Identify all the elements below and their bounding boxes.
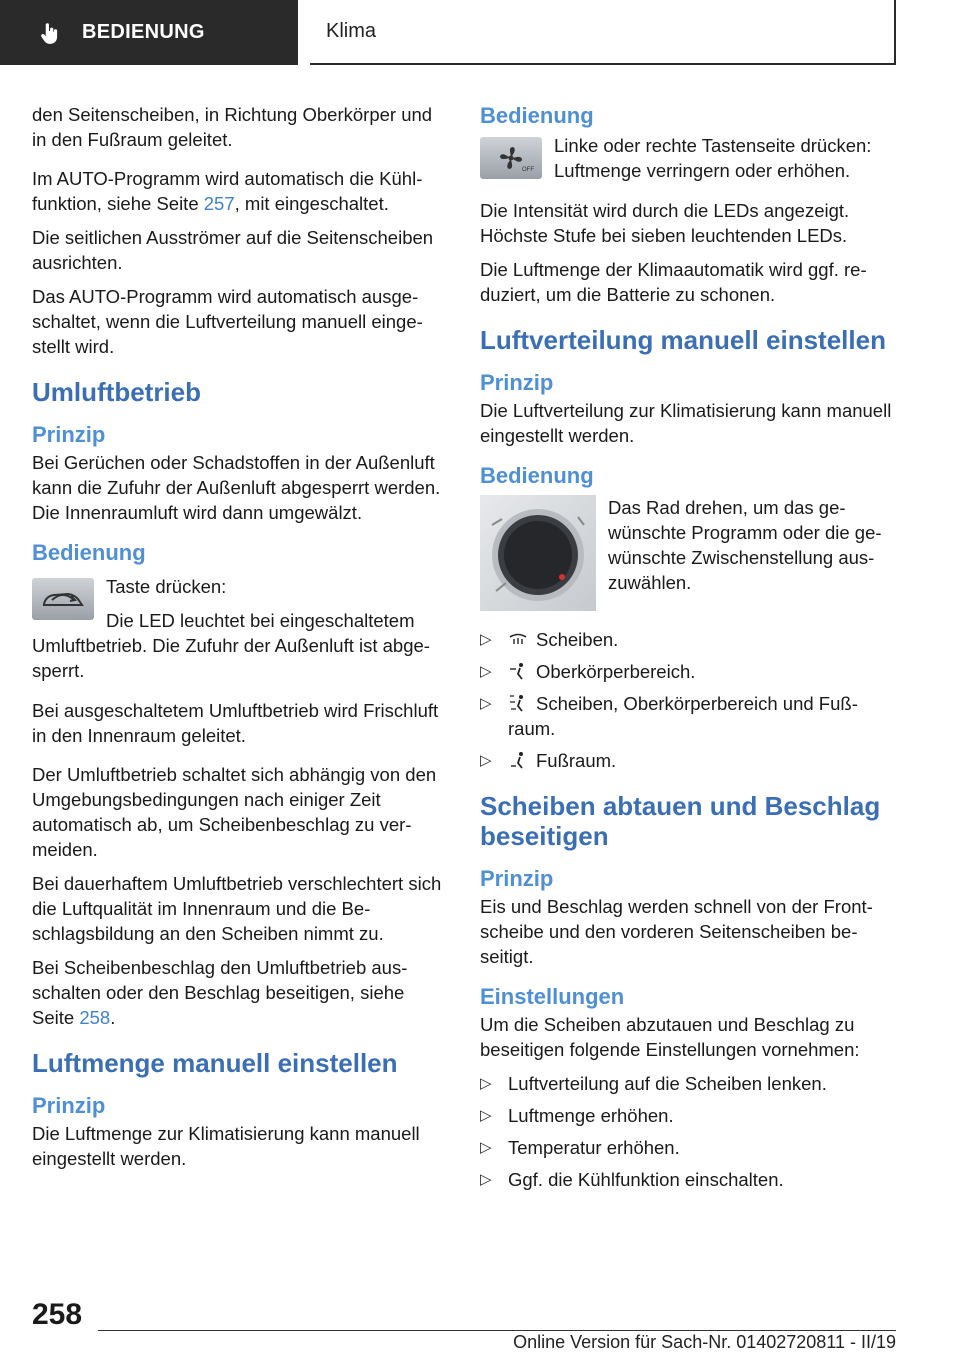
recirculation-button-image: [32, 578, 94, 620]
paragraph: Linke oder rechte Tastenseite drücken: Luftmenge verringern oder erhöhen.: [554, 135, 872, 181]
page-link-257[interactable]: 257: [203, 193, 235, 214]
hand-pointer-icon: [36, 20, 62, 46]
paragraph: Die Intensität wird durch die LEDs angezeigt. Höchste Stufe bei sieben leuchtenden LEDs.: [480, 200, 850, 246]
list-item: ▷ Luftmenge erhöhen.: [480, 1105, 674, 1126]
triangle-bullet-icon: ▷: [480, 1139, 492, 1156]
list-item: ▷ Oberkörperbereich.: [480, 661, 696, 682]
subheading-bedienung: Bedienung: [480, 463, 594, 488]
subheading-prinzip: Prinzip: [32, 1093, 106, 1118]
heading-luftmenge: Luftmenge manuell einstellen: [32, 1048, 398, 1078]
paragraph: Das AUTO-Programm wird automatisch ausgeschaltet, wenn die Luftverteilung manuell eingestellt wird.: [32, 286, 423, 357]
paragraph: Die Luftmenge der Klimaautomatik wird ggf. reduziert, um die Batterie zu schonen.: [480, 259, 867, 305]
section-header: [310, 0, 896, 65]
fan-icon: [486, 143, 536, 173]
page-number: 258: [32, 1298, 83, 1331]
rotary-knob-icon: [480, 495, 596, 611]
recirculation-icon: [38, 584, 88, 614]
chapter-label: BEDIENUNG: [82, 21, 205, 43]
paragraph: Taste drücken:: [106, 576, 227, 597]
heading-luftverteilung: Luftverteilung manuell einstellen: [480, 325, 886, 355]
paragraph: Bei Scheibenbeschlag den Umluftbetrieb ausschalten oder den Beschlag beseitigen, siehe Seite 258.: [32, 957, 408, 1028]
windshield-icon: [508, 629, 528, 649]
list-item: ▷ Ggf. die Kühlfunktion einschalten.: [480, 1169, 784, 1190]
triangle-bullet-icon: ▷: [480, 1107, 492, 1124]
footwell-air-icon: [508, 750, 528, 770]
paragraph: Das Rad drehen, um das gewünschte Programm oder die gewünschte Zwischenstellung auszuwählen.: [608, 497, 882, 593]
subheading-prinzip: Prinzip: [480, 866, 554, 891]
air-distribution-list: [480, 627, 896, 773]
paragraph: den Seitenscheiben, in Richtung Oberkörper und in den Fußraum geleitet.: [32, 104, 433, 150]
subheading-prinzip: Prinzip: [480, 370, 554, 395]
page-link-258[interactable]: 258: [79, 1007, 111, 1028]
triangle-bullet-icon: ▷: [480, 631, 492, 648]
right-column: [480, 102, 896, 1202]
recirculation-block: [32, 574, 450, 692]
svg-text:OFF: OFF: [522, 167, 534, 173]
paragraph: Um die Scheiben abzutauen und Beschlag zu beseitigen folgende Einstellungen vornehmen:: [480, 1014, 860, 1060]
subheading-einstellungen: Einstellungen: [480, 984, 625, 1009]
heading-umluftbetrieb: Umluftbetrieb: [32, 377, 201, 407]
footer-divider: [98, 1330, 896, 1331]
paragraph: Der Umluftbetrieb schaltet sich abhängig von den Umgebungsbedingungen nach einiger Zeit automatisch ab, um Scheibenbeschlag zu vermeiden.: [32, 764, 437, 860]
knob-block: [480, 495, 896, 617]
list-item: ▷ Temperatur erhöhen.: [480, 1137, 680, 1158]
subheading-bedienung: Bedienung: [480, 103, 594, 128]
triangle-bullet-icon: ▷: [480, 663, 492, 680]
footer-version-text: Online Version für Sach-Nr. 01402720811 - II/19: [513, 1332, 896, 1352]
triangle-bullet-icon: ▷: [480, 695, 492, 712]
left-column: [32, 102, 450, 1180]
subheading-bedienung: Bedienung: [32, 540, 146, 565]
air-distribution-knob-image: [480, 495, 596, 611]
windshield-body-foot-air-icon: [508, 693, 528, 713]
heading-scheiben-abtauen: Scheiben abtauen und Beschlag beseitigen: [480, 791, 881, 851]
paragraph: Die Luftmenge zur Klimatisierung kann manuell eingestellt werden.: [32, 1123, 420, 1169]
subheading-prinzip: Prinzip: [32, 422, 106, 447]
fan-button-image: [480, 137, 542, 179]
paragraph: Die Luftverteilung zur Klimatisierung kann manuell eingestellt werden.: [480, 400, 892, 446]
paragraph: Bei dauerhaftem Umluftbetrieb verschlechtert sich die Luftqualität im Innenraum und die Beschlagsbildung an den Scheiben nimmt zu.: [32, 873, 442, 944]
triangle-bullet-icon: ▷: [480, 1171, 492, 1188]
settings-list: [480, 1071, 896, 1192]
list-item: ▷ Scheiben.: [480, 629, 619, 650]
paragraph: Die seitlichen Ausströmer auf die Seitenscheiben ausrichten.: [32, 227, 434, 273]
paragraph: Bei ausgeschaltetem Umluftbetrieb wird Frischluft in den Innenraum geleitet.: [32, 700, 439, 746]
upper-body-air-icon: [508, 661, 528, 681]
list-item: ▷ Scheiben, Oberkörperbereich und Fußraum.: [480, 693, 858, 739]
list-item: ▷ Luftverteilung auf die Scheiben lenken.: [480, 1073, 827, 1094]
triangle-bullet-icon: ▷: [480, 752, 492, 769]
paragraph: Die LED leuchtet bei eingeschaltetem Umluftbetrieb. Die Zufuhr der Außenluft ist abgesperrt.: [32, 610, 430, 681]
list-item: ▷ Fußraum.: [480, 750, 617, 771]
paragraph: Im AUTO-Programm wird automatisch die Kühlfunktion, siehe Seite 257, mit eingeschaltet.: [32, 168, 423, 214]
triangle-bullet-icon: ▷: [480, 1075, 492, 1092]
section-title: Klima: [326, 20, 377, 42]
paragraph: Bei Gerüchen oder Schadstoffen in der Außenluft kann die Zufuhr der Außenluft abgesperrt werden. Die Innenraumluft wird dann umgewälzt.: [32, 452, 441, 523]
chapter-tab: [0, 0, 298, 65]
fan-block: [480, 133, 896, 192]
paragraph: Eis und Beschlag werden schnell von der Frontscheibe und den vorderen Seitenscheiben beseitigt.: [480, 896, 873, 967]
